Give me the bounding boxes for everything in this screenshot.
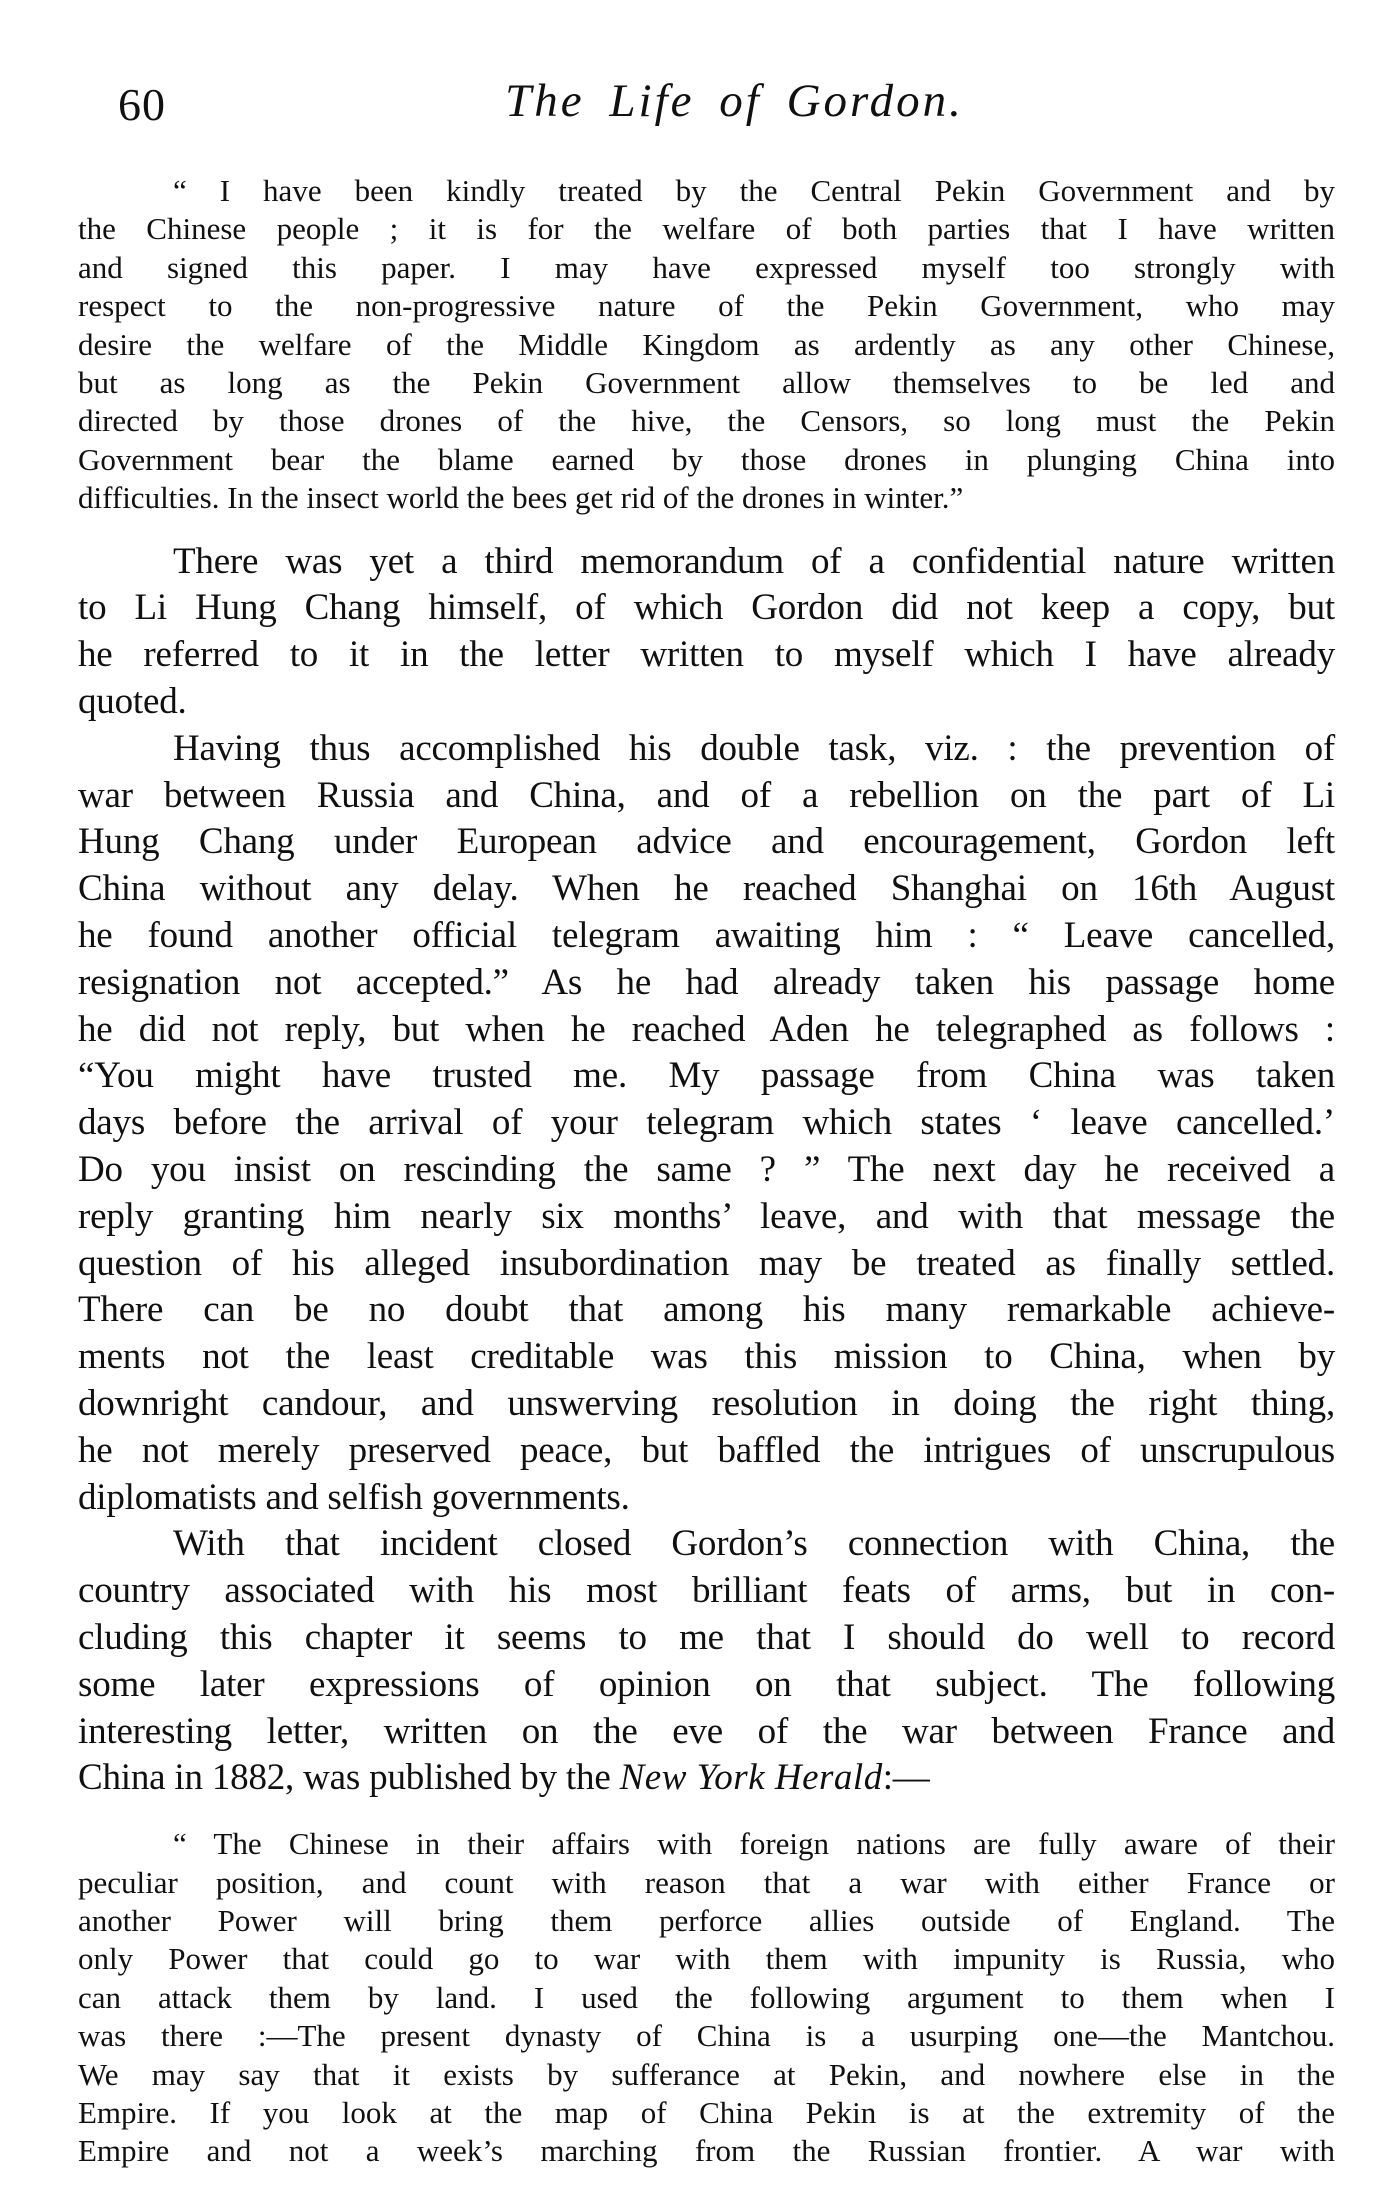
text-line: Empire. If you look at the map of China Pekin is at the extremity of the xyxy=(78,2095,1335,2131)
page-number: 60 xyxy=(118,79,166,130)
italic-text: New York Herald xyxy=(619,1757,883,1799)
text-line: “ The Chinese in their affairs with foreign nations are fully aware of their xyxy=(173,1826,1335,1862)
text-line: Government bear the blame earned by those drones in plunging China into xyxy=(78,441,1335,477)
text-line: downright candour, and unswerving resolution in doing the right thing, xyxy=(78,1383,1335,1424)
text-line: desire the welfare of the Middle Kingdom as ardently as any other Chinese, xyxy=(78,326,1335,362)
text-line: cluding this chapter it seems to me that I should do well to record xyxy=(78,1616,1335,1658)
text-line: he not merely preserved peace, but baffled the intrigues of unscrupulous xyxy=(78,1429,1335,1471)
running-header-title: The Life of Gordon. xyxy=(505,75,964,127)
text-line: ments not the least creditable was this mission to China, when by xyxy=(78,1336,1335,1378)
text-line: interesting letter, written on the eve of the war between France and xyxy=(78,1710,1335,1752)
text-line: only Power that could go to war with them with impunity is Russia, who xyxy=(78,1941,1335,1977)
text-line: “You might have trusted me. My passage from China was taken xyxy=(78,1055,1335,1097)
text-line: another Power will bring them perforce allies outside of England. The xyxy=(78,1902,1335,1938)
text-line: We may say that it exists by sufferance at Pekin, and nowhere else in the xyxy=(78,2056,1335,2092)
text-line: difficulties. In the insect world the bees get rid of the drones in winter.” xyxy=(78,480,964,516)
text-line: was there :—The present dynasty of China is a usurping one—the Mantchou. xyxy=(78,2018,1335,2054)
text-line: Hung Chang under European advice and encouragement, Gordon left xyxy=(78,821,1335,863)
text-line: resignation not accepted.” As he had already taken his passage home xyxy=(78,961,1335,1003)
text-line: can attack them by land. I used the following argument to them when I xyxy=(78,1979,1335,2015)
text-line: With that incident closed Gordon’s connection with China, the xyxy=(173,1523,1335,1565)
text-line: Having thus accomplished his double task, viz. : the prevention of xyxy=(173,727,1335,769)
text-segment: China in 1882, was published by the xyxy=(78,1757,620,1799)
text-line: directed by those drones of the hive, the Censors, so long must the Pekin xyxy=(78,403,1335,439)
text-line: days before the arrival of your telegram which states ‘ leave cancelled.’ xyxy=(78,1102,1335,1144)
text-line: There can be no doubt that among his many remarkable achieve- xyxy=(78,1289,1335,1331)
text-line: he did not reply, but when he reached Aden he telegraphed as follows : xyxy=(78,1008,1335,1050)
text-line: but as long as the Pekin Government allow themselves to be led and xyxy=(78,365,1335,401)
text-line: “ I have been kindly treated by the Central Pekin Government and by xyxy=(173,173,1335,208)
text-line: the Chinese people ; it is for the welfare of both parties that I have written xyxy=(78,211,1335,247)
paragraph xyxy=(78,726,1335,1522)
paragraph xyxy=(78,172,1335,518)
text-line: question of his alleged insubordination may be treated as finally settled. xyxy=(78,1242,1335,1284)
paragraph xyxy=(78,1825,1335,2171)
text-line: Do you insist on rescinding the same ? ” The next day he received a xyxy=(78,1149,1335,1191)
text-line xyxy=(78,1755,1335,1802)
text-line: respect to the non-progressive nature of the Pekin Government, who may xyxy=(78,288,1335,324)
text-line: quoted. xyxy=(78,681,187,723)
text-line: China without any delay. When he reached Shanghai on 16th August xyxy=(78,868,1335,910)
text-line: he referred to it in the letter written to myself which I have already xyxy=(78,634,1335,676)
text-line: peculiar position, and count with reason that a war with either France or xyxy=(78,1864,1335,1900)
text-line: Empire and not a week’s marching from the Russian frontier. A war with xyxy=(78,2133,1335,2169)
text-segment: :— xyxy=(882,1757,930,1799)
text-line: he found another official telegram awaiting him : “ Leave cancelled, xyxy=(78,915,1335,957)
text-line: country associated with his most brilliant feats of arms, but in con- xyxy=(78,1570,1335,1612)
paragraph xyxy=(78,539,1335,726)
paragraph xyxy=(78,1521,1335,1802)
text-line: diplomatists and selfish governments. xyxy=(78,1476,630,1518)
text-line: some later expressions of opinion on that subject. The following xyxy=(78,1663,1335,1705)
text-line: war between Russia and China, and of a rebellion on the part of Li xyxy=(78,774,1335,816)
text-line: There was yet a third memorandum of a confidential nature written xyxy=(173,540,1335,582)
page-body-text xyxy=(78,0,1335,2171)
text-line: and signed this paper. I may have expressed myself too strongly with xyxy=(78,249,1335,285)
text-line: to Li Hung Chang himself, of which Gordon did not keep a copy, but xyxy=(78,587,1335,629)
text-line: reply granting him nearly six months’ leave, and with that message the xyxy=(78,1195,1335,1237)
